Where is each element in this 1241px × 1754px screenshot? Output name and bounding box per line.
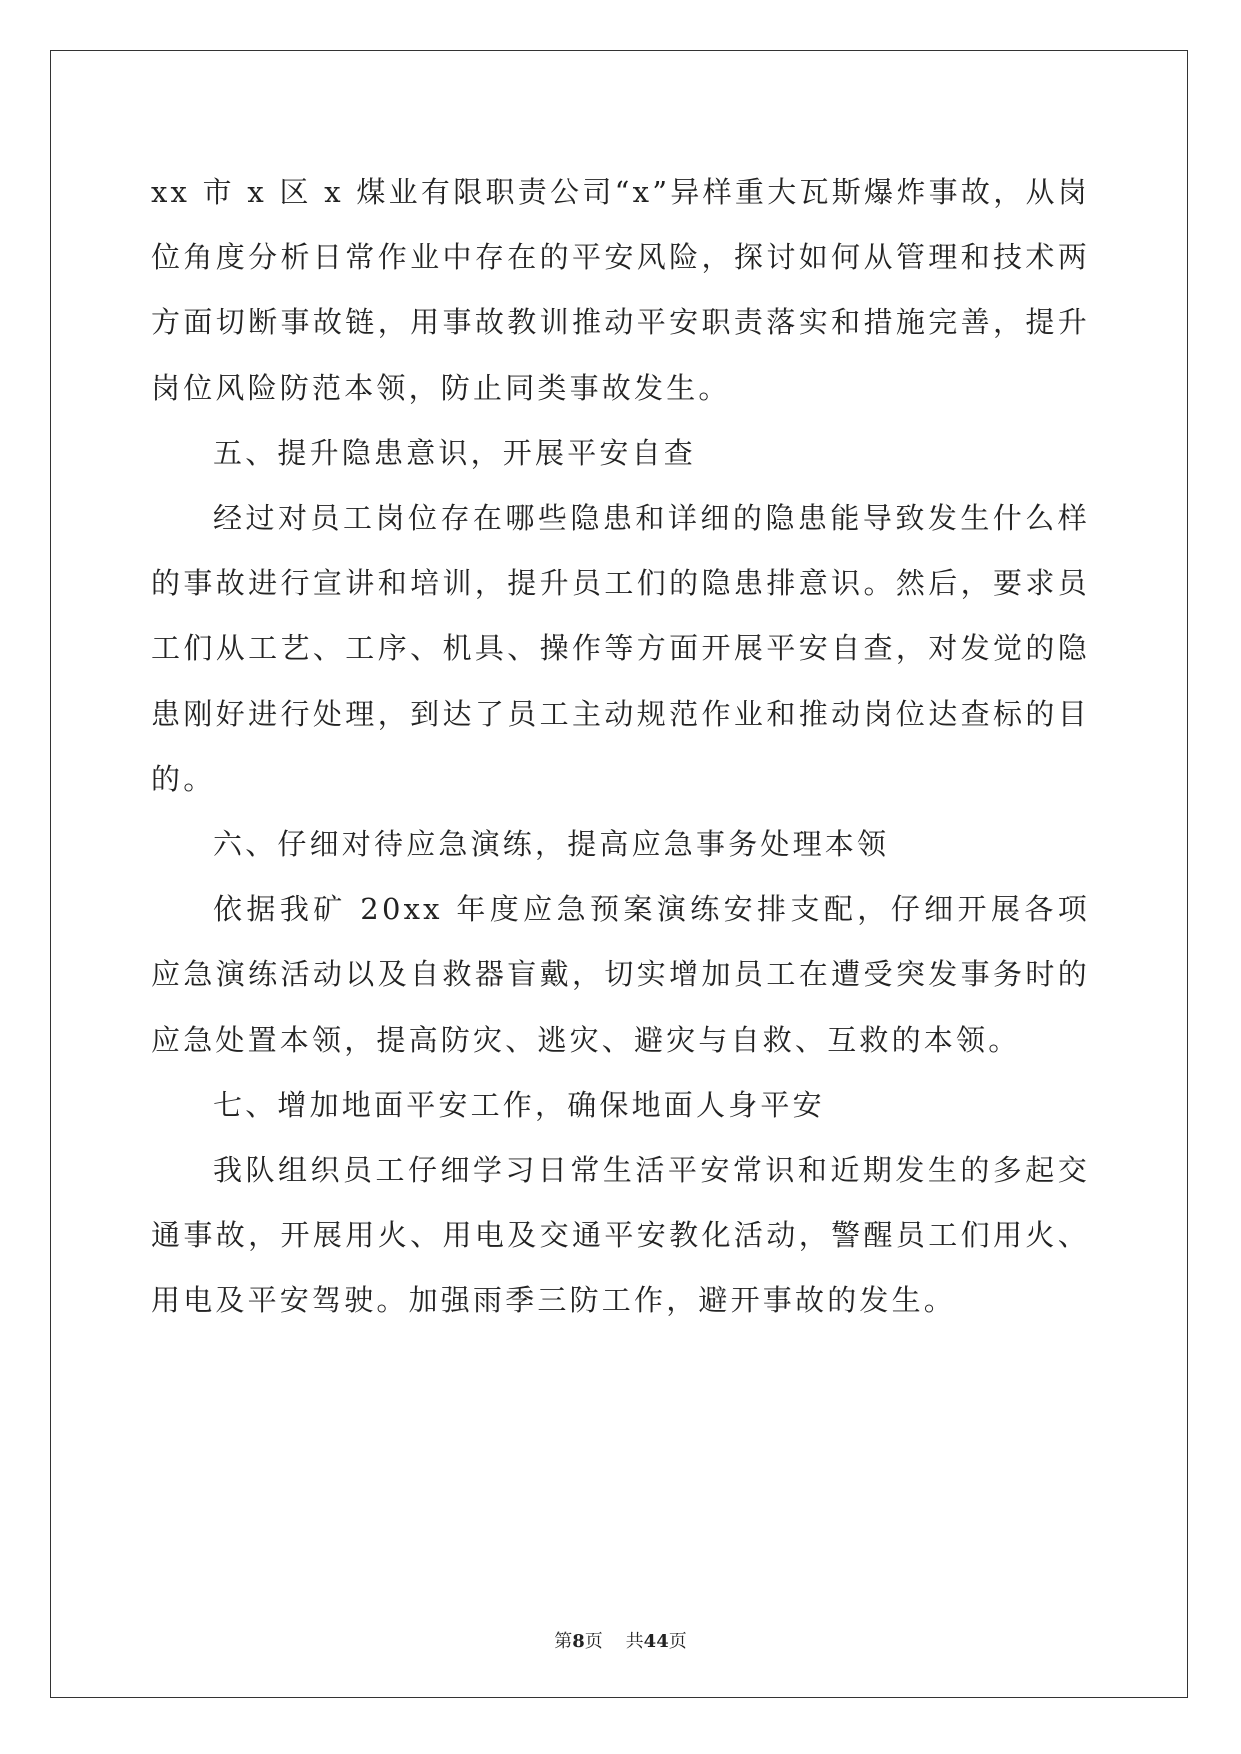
document-body bbox=[151, 160, 1090, 1334]
paragraph-3: 依据我矿 20xx 年度应急预案演练安排支配，仔细开展各项应急演练活动以及自救器盲戴，切实增加员工在遭受突发事务时的应急处置本领，提高防灾、逃灾、避灾与自救、互救的本领。 bbox=[151, 892, 1090, 1057]
section-heading-5: 五、提升隐患意识，开展平安自查 bbox=[213, 435, 697, 470]
section-heading-7: 七、增加地面平安工作，确保地面人身平安 bbox=[213, 1087, 825, 1122]
section-heading-6: 六、仔细对待应急演练，提高应急事务处理本领 bbox=[213, 827, 890, 862]
total-page-number: 44 bbox=[643, 1631, 669, 1652]
footer-page-suffix: 页 bbox=[584, 1631, 603, 1652]
footer-prefix: 第 bbox=[554, 1631, 573, 1652]
current-page-number: 8 bbox=[572, 1631, 585, 1652]
footer-total-prefix: 共 bbox=[625, 1631, 644, 1652]
paragraph-2: 经过对员工岗位存在哪些隐患和详细的隐患能导致发生什么样的事故进行宣讲和培训，提升员工们的隐患排意识。然后，要求员工们从工艺、工序、机具、操作等方面开展平安自查，对发觉的隐患刚好进行处理，到达了员工主动规范作业和推动岗位达查标的目的。 bbox=[151, 501, 1090, 796]
paragraph-4: 我队组织员工仔细学习日常生活平安常识和近期发生的多起交通事故，开展用火、用电及交通平安教化活动，警醒员工们用火、用电及平安驾驶。加强雨季三防工作，避开事故的发生。 bbox=[151, 1153, 1090, 1318]
footer-total-suffix: 页 bbox=[668, 1631, 687, 1652]
paragraph-1: xx 市 x 区 x 煤业有限职责公司“x”异样重大瓦斯爆炸事故，从岗位角度分析日常作业中存在的平安风险，探讨如何从管理和技术两方面切断事故链，用事故教训推动平安职责落实和措施完善，提升岗位风险防范本领，防止同类事故发生。 bbox=[151, 175, 1090, 405]
page-footer bbox=[0, 1627, 1241, 1653]
